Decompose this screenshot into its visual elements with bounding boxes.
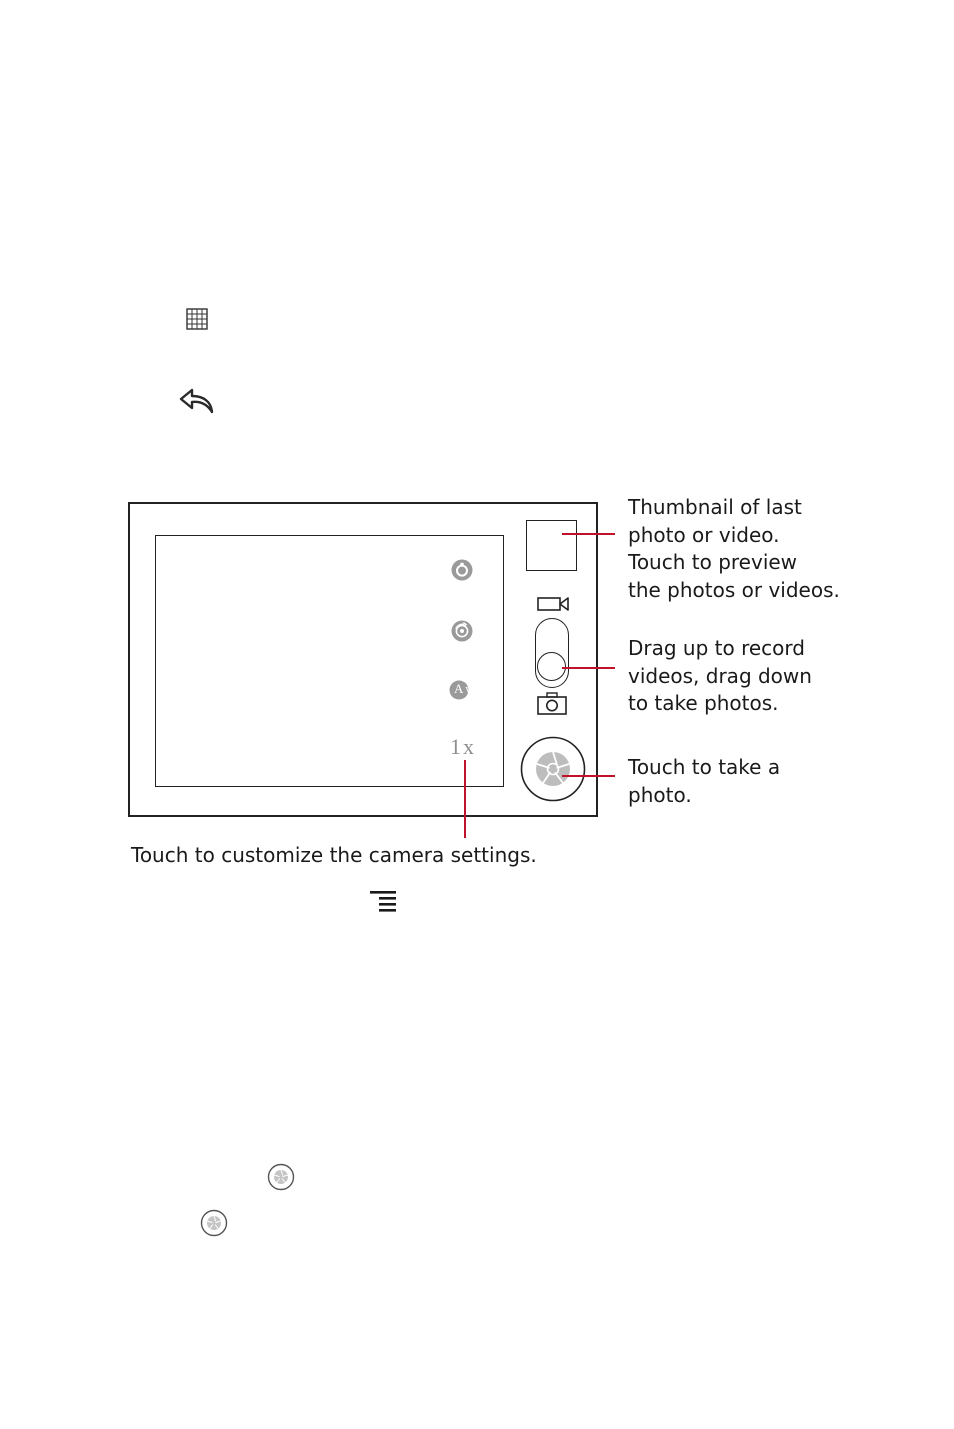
- shutter-icon: [200, 1209, 228, 1237]
- callout-shutter: [628, 754, 780, 809]
- callout-mode-switch: [628, 635, 812, 718]
- white-balance-label: Aw: [454, 681, 478, 696]
- callout-line: Thumbnail of last: [628, 495, 802, 519]
- shutter-icon: [267, 1163, 295, 1191]
- callout-line: videos, drag down: [628, 663, 812, 688]
- callout-line: Drag up to record: [628, 636, 805, 660]
- menu-icon: [370, 889, 398, 915]
- callout-line: photo or video.: [628, 522, 780, 547]
- zoom-level-label[interactable]: 1x: [450, 734, 476, 759]
- callout-line: Touch to take a: [628, 755, 781, 779]
- callout-thumbnail: [628, 494, 840, 604]
- callout-settings: Touch to customize the camera settings.: [131, 843, 537, 867]
- callout-line: photo.: [628, 782, 692, 807]
- callout-line: Touch to preview: [628, 550, 798, 574]
- callout-line: the photos or videos.: [628, 577, 840, 602]
- callout-line: to take photos.: [628, 691, 779, 715]
